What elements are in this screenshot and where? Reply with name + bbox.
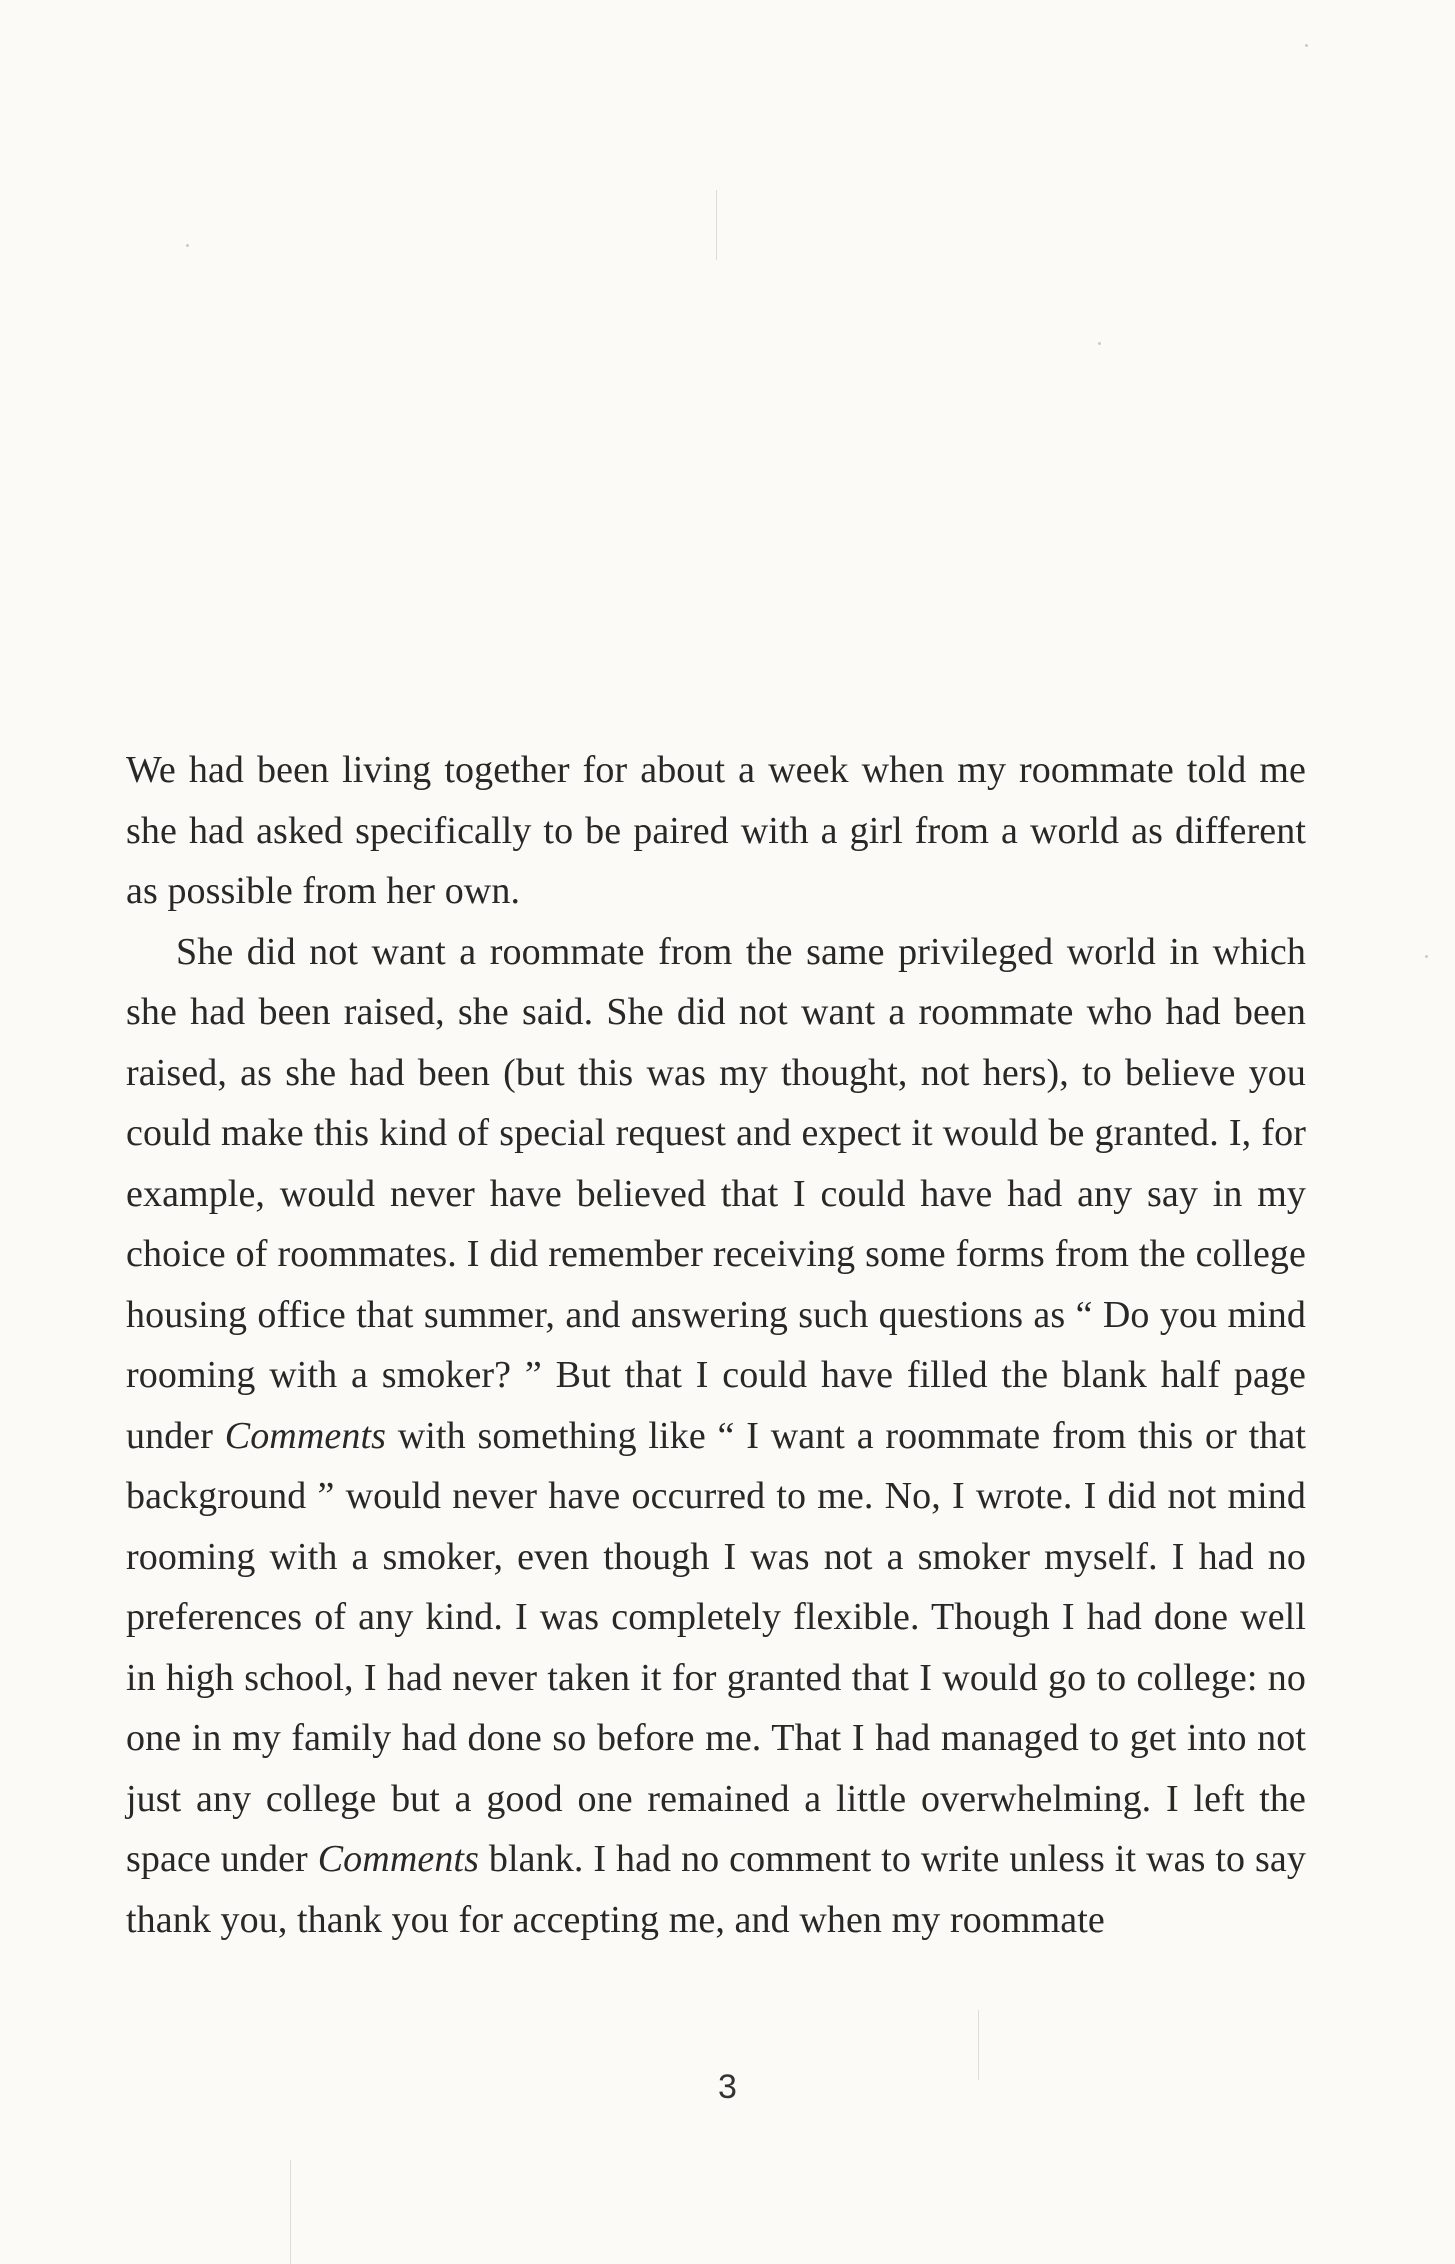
paragraph-2: [126, 922, 1306, 1951]
paragraph-1: [126, 740, 1306, 922]
scan-artifact-dot: [1305, 44, 1308, 47]
paragraph-2-text-part-2: with something like “ I want a roommate from this or that background ” would never have occurred to me. No, I wrote. I did not mind rooming with a smoker, even though I was not a smoker myself. I had no preferences of any kind. I was completely flexible. Though I had done well in high school, I had never taken it for granted that I would go to college: no one in my family had done so before me. That I had managed to get into not just any college but a good one remained a little overwhelming. I left the space under: [126, 1414, 1307, 1880]
body-text: [126, 740, 1306, 1950]
scan-artifact-line: [290, 2160, 291, 2264]
scan-artifact-dot: [186, 244, 189, 247]
scan-artifact-dot: [1098, 342, 1101, 345]
scan-artifact-dot: [1425, 955, 1428, 958]
paragraph-2-text-part-1: She did not want a roommate from the same privileged world in which she had been raised, she said. She did not want a roommate who had been raised, as she had been (but this was my thought, not hers), to believe you could make this kind of special request and expect it would be granted. I, for example, would never have believed that I could have had any say in my choice of roommates. I did remember receiving some forms from the college housing office that summer, and answering such questions as “ Do you mind rooming with a smoker? ” But that I could have filled the blank half page under: [126, 930, 1306, 1457]
comments-italic-term: Comments: [224, 1414, 387, 1457]
scan-artifact-line: [716, 190, 717, 260]
paragraph-1-text: We had been living together for about a week when my roommate told me she had asked specifically to be paired with a girl from a world as different as possible from her own.: [126, 749, 1306, 912]
page-number: 3: [718, 2068, 737, 2106]
paragraph-2-text-part-3: blank. I had no comment to write unless it was to say thank you, thank you for accepting me, and when my roommate: [126, 1838, 1307, 1941]
comments-italic-term: Comments: [317, 1838, 479, 1880]
